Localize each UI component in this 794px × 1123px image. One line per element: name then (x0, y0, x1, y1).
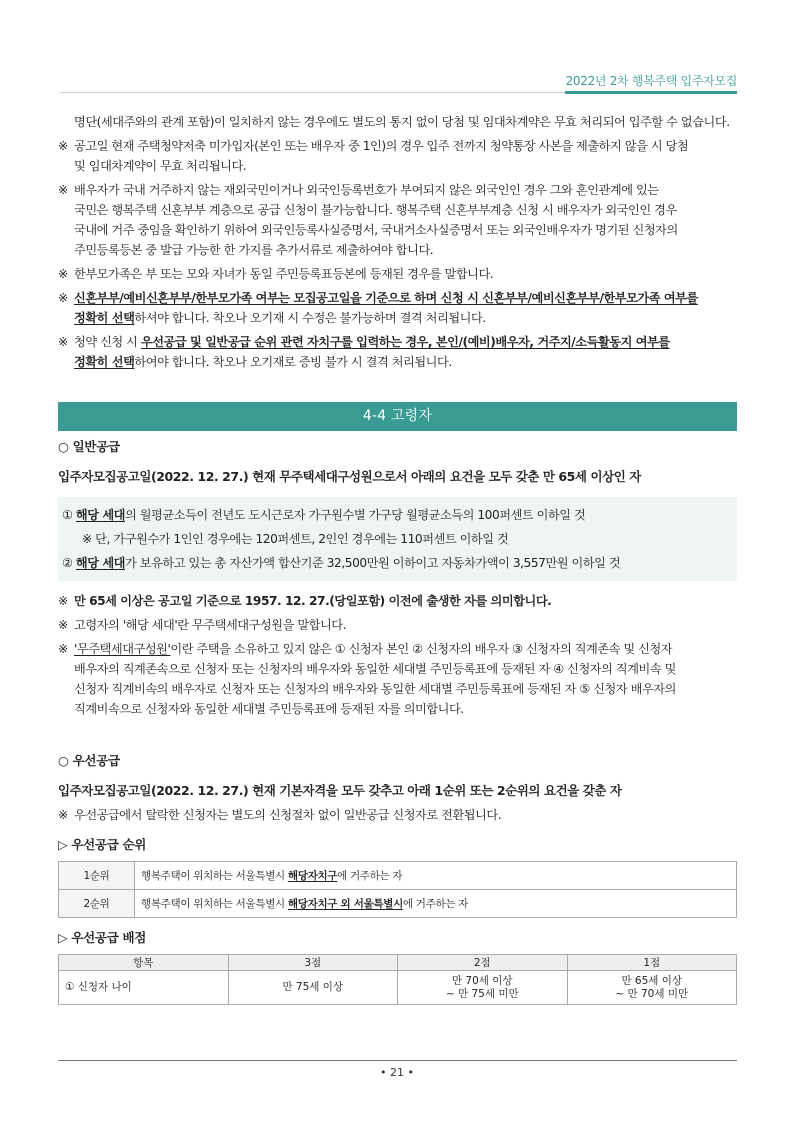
rank-label: 1순위 (59, 862, 135, 890)
criterion-income-exception: ※ 단, 가구원수가 1인인 경우에는 120퍼센트, 2인인 경우에는 110퍼센트 이하일 것 (82, 532, 509, 546)
table-row (59, 862, 737, 890)
rank-description: 행복주택이 위치하는 서울특별시 해당자치구 외 서울특별시에 거주하는 자 (135, 890, 737, 918)
header-accent-bar (565, 91, 737, 94)
note-single-parent: ※ 한부모가족은 부 또는 모와 자녀가 동일 주민등록표등본에 등재된 경우를 말합니다. (58, 264, 737, 284)
note-newlywed-selection: ※ 신혼부부/예비신혼부부/한부모가족 여부는 모집공고일을 기준으로 하며 신청 시 신혼부부/예비신혼부부/한부모가족 여부를 정확히 선택하셔야 합니다. 착오나 오기재 시 수정은 불가능하며 결격 처리됩니다. (58, 288, 737, 328)
table-row (59, 971, 737, 1005)
page-header (60, 72, 737, 96)
column-header: 2점 (398, 955, 568, 971)
general-supply-lead: 입주자모집공고일(2022. 12. 27.) 현재 무주택세대구성원으로서 아래의 요건을 모두 갖춘 만 65세 이상인 자 (58, 469, 641, 484)
note-age-definition: ※ 만 65세 이상은 공고일 기준으로 1957. 12. 27.(당일포함) 이전에 출생한 자를 의미합니다. (58, 591, 737, 611)
note-mark: ※ (58, 618, 68, 632)
priority-supply-lead: 입주자모집공고일(2022. 12. 27.) 현재 기본자격을 모두 갖추고 아래 1순위 또는 2순위의 요건을 갖춘 자 (58, 783, 622, 798)
score-2: 만 70세 이상 ~ 만 75세 미만 (398, 971, 568, 1005)
rank-label: 2순위 (59, 890, 135, 918)
note-foreign-spouse: ※ 배우자가 국내 거주하지 않는 재외국민이거나 외국인등록번호가 부여되지 않은 외국인인 경우 그와 혼인관계에 있는 국민은 행복주택 신혼부부 계층으로 공급 신청이 불가능합니다. 행복주택 신혼부부계층 신청 시 배우자가 외국인인 경우 국내에 거주 중임을 확인하기 위하여 외국인등록사실증명서, 국내거소사실증명서 또는 외국인배우자가 명기된 신청자의 주민등록등본 중 발급 가능한 한 가지를 추가서류로 제출하여야 합니다. (58, 180, 737, 260)
column-header: 항목 (59, 955, 229, 971)
note-mark: ※ (58, 642, 68, 656)
score-3: 만 75세 이상 (228, 971, 398, 1005)
note-priority-fallback: ※ 우선공급에서 탈락한 신청자는 별도의 신청절차 없이 일반공급 신청자로 전환됩니다. (58, 805, 737, 825)
priority-score-table (58, 954, 737, 1005)
note-mark: ※ (58, 183, 68, 197)
rank-description: 행복주택이 위치하는 서울특별시 해당자치구에 거주하는 자 (135, 862, 737, 890)
table-header-row (59, 955, 737, 971)
section-title-bar: 4-4 고령자 (58, 402, 737, 431)
general-supply-heading: ○ 일반공급 (58, 439, 120, 454)
score-1: 만 65세 이상 ~ 만 70세 미만 (567, 971, 737, 1005)
note-savings-account: ※ 공고일 현재 주택청약저축 미가입자(본인 또는 배우자 중 1인)의 경우 입주 전까지 청약통장 사본을 제출하지 않을 시 당첨 및 임대차계약이 무효 처리됩니다. (58, 136, 737, 176)
note-mark: ※ (58, 291, 68, 305)
page-content (58, 112, 737, 1005)
page-number: • 21 • (380, 1066, 414, 1079)
column-header: 1점 (567, 955, 737, 971)
note-mark: ※ (58, 335, 68, 349)
note-mark: ※ (58, 808, 68, 822)
priority-rank-heading: ▷ 우선공급 순위 (58, 837, 147, 852)
score-item: ① 신청자 나이 (59, 971, 229, 1005)
intro-continuation: 명단(세대주와의 관계 포함)이 일치하지 않는 경우에도 별도의 통지 없이 당첨 및 임대차계약은 무효 처리되어 입주할 수 없습니다. (74, 115, 730, 129)
note-mark: ※ (58, 139, 68, 153)
criterion-assets: ② 해당 세대가 보유하고 있는 총 자산가액 합산기준 32,500만원 이하이고 자동차가액이 3,557만원 이하일 것 (62, 556, 621, 570)
priority-rank-table (58, 861, 737, 918)
table-row (59, 890, 737, 918)
note-household-definition: ※ 고령자의 '해당 세대'란 무주택세대구성원을 말합니다. (58, 615, 737, 635)
criterion-income: ① 해당 세대의 월평균소득이 전년도 도시근로자 가구원수별 가구당 월평균소득의 100퍼센트 이하일 것 (62, 508, 586, 522)
header-title: 2022년 2차 행복주택 입주자모집 (565, 74, 737, 88)
priority-supply-heading: ○ 우선공급 (58, 753, 120, 768)
note-homeless-household-definition: ※ '무주택세대구성원'이란 주택을 소유하고 있지 않은 ① 신청자 본인 ② 신청자의 배우자 ③ 신청자의 직계존속 및 신청자 배우자의 직계존속으로 신청자 또는 신청자의 배우자와 동일한 세대별 주민등록표에 등재된 자 ④ 신청자의 직계비속 및 신청자 직계비속의 배우자로 신청자 또는 신청자의 배우자와 동일한 세대별 주민등록표에 등재된 자 ⑤ 신청자 배우자의 직계비속으로 신청자와 동일한 세대별 주민등록표에 등재된 자를 의미합니다. (58, 639, 737, 719)
note-mark: ※ (58, 594, 68, 608)
note-mark: ※ (58, 267, 68, 281)
priority-score-heading: ▷ 우선공급 배점 (58, 930, 147, 945)
note-district-selection: ※ 청약 신청 시 우선공급 및 일반공급 순위 관련 자치구를 입력하는 경우, 본인/(예비)배우자, 거주지/소득활동지 여부를 정확히 선택하여야 합니다. 착오나 오기재로 증빙 불가 시 결격 처리됩니다. (58, 332, 737, 372)
footer-rule (58, 1060, 737, 1061)
criteria-box (58, 497, 737, 581)
column-header: 3점 (228, 955, 398, 971)
